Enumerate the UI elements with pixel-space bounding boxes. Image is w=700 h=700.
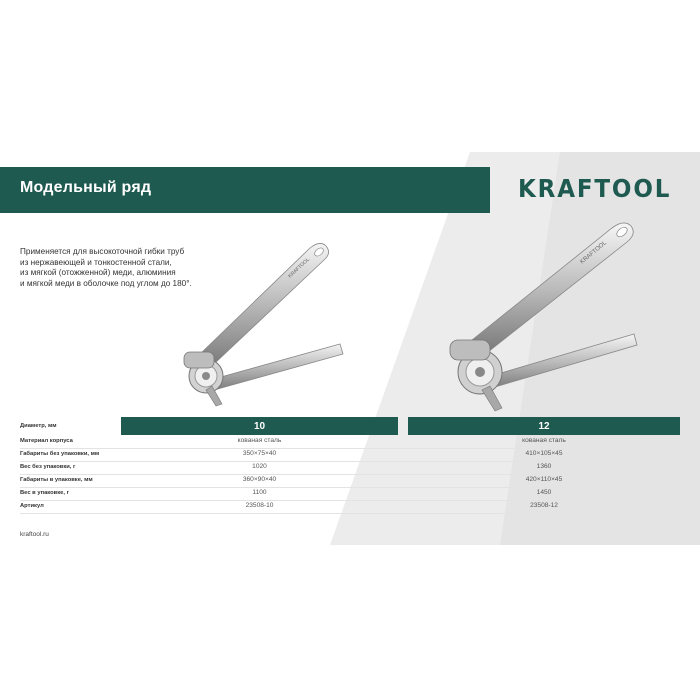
spec-value: кованая сталь: [237, 437, 282, 444]
spec-label-dimensions: Габариты без упаковки, мм: [20, 451, 100, 457]
spec-value: 420×110×45: [525, 476, 563, 483]
spec-value: 1020: [252, 463, 267, 470]
row-divider: [20, 487, 680, 488]
footer-url[interactable]: kraftool.ru: [20, 531, 49, 538]
row-divider: [20, 461, 680, 462]
spec-value: 1450: [536, 489, 552, 496]
handle-stamp: KRAFTOOL: [579, 240, 608, 266]
row-divider: [20, 513, 680, 514]
spec-value: 1100: [252, 489, 267, 496]
spec-value: кованая сталь: [522, 437, 566, 444]
spec-header-label: Диаметр, мм: [20, 423, 57, 429]
handle-stamp: KRAFTOOL: [287, 256, 312, 280]
pipe-bender-10-image: [170, 236, 350, 411]
description-line: и мягкой меди в оболочке под углом до 180°.: [20, 278, 192, 288]
spec-value: 350×75×40: [242, 450, 277, 457]
row-divider: [20, 448, 680, 449]
spec-label-weight: Вес без упаковки, г: [20, 464, 76, 470]
page-title: Модельный ряд: [20, 179, 152, 196]
description-line: из нержавеющей и тонкостенной стали,: [20, 257, 172, 267]
row-divider: [20, 500, 680, 501]
spec-value: 1360: [536, 463, 552, 470]
row-divider: [20, 474, 680, 475]
description-line: Применяется для высокоточной гибки труб: [20, 247, 185, 256]
spec-value: 23508-12: [530, 502, 558, 509]
spec-value: 360×90×40: [242, 476, 277, 483]
spec-label-article: Артикул: [20, 503, 44, 509]
pipe-bender-12-image: [436, 214, 646, 414]
product-slide: [0, 152, 700, 545]
spec-label-material: Материал корпуса: [20, 438, 73, 444]
spec-value: 410×105×45: [525, 450, 563, 457]
description-line: из мягкой (отожженной) меди, алюминия: [20, 268, 176, 278]
spec-label-package-weight: Вес в упаковке, г: [20, 490, 69, 496]
spec-value: 23508-10: [245, 502, 274, 509]
model-10-header: 10: [121, 417, 398, 435]
brand-logo: KRAFTOOL: [518, 174, 672, 203]
model-12-header: 12: [408, 417, 680, 435]
spec-label-package-dimensions: Габариты в упаковке, мм: [20, 477, 93, 483]
